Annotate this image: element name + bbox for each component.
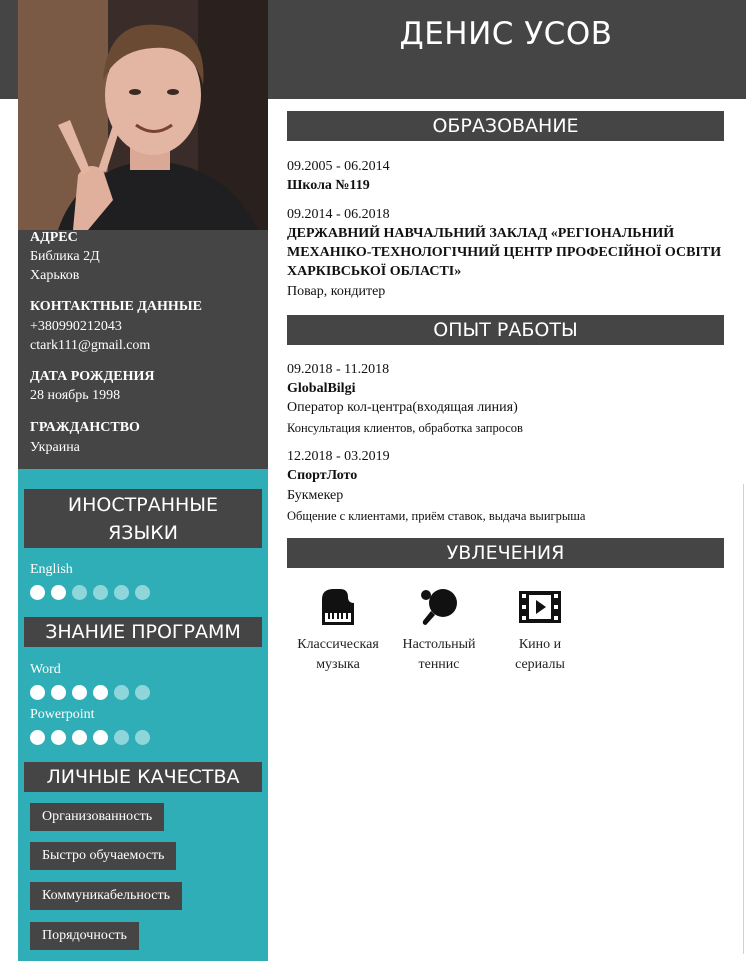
quality-tag: Коммуникабельность <box>30 882 182 910</box>
job-position: Букмекер <box>287 488 344 503</box>
hobby-label-line: теннис <box>418 657 460 672</box>
education-school-line: ХАРКІВСЬКОЇ ОБЛАСТІ» <box>287 264 462 279</box>
film-icon <box>517 585 563 629</box>
education-period: 09.2005 - 06.2014 <box>287 159 390 174</box>
job-period: 12.2018 - 03.2019 <box>287 449 390 464</box>
profile-photo <box>18 0 268 230</box>
languages-title-line2: ЯЗЫКИ <box>108 522 178 544</box>
skills-panel <box>18 469 268 961</box>
rating-dot-empty <box>114 685 129 700</box>
software-level-dots-word <box>30 685 150 700</box>
rating-dot-filled <box>51 685 66 700</box>
ping-pong-icon <box>417 585 461 629</box>
software-name-powerpoint: Powerpoint <box>30 707 95 722</box>
rating-dot-empty <box>72 585 87 600</box>
quality-tag: Быстро обучаемость <box>30 842 176 870</box>
rating-dot-filled <box>93 685 108 700</box>
address-label: АДРЕС <box>30 230 78 245</box>
hobby-label-line: Кино и <box>518 637 562 652</box>
rating-dot-empty <box>135 730 150 745</box>
language-level-dots <box>30 585 150 600</box>
software-level-dots-powerpoint <box>30 730 150 745</box>
rating-dot-filled <box>93 730 108 745</box>
rating-dot-filled <box>30 585 45 600</box>
person-portrait-icon <box>18 0 268 230</box>
hobby-label-line: музыка <box>316 657 360 672</box>
email-address: ctark111@gmail.com <box>30 338 151 353</box>
address-line: Библика 2Д <box>30 249 100 264</box>
software-name-word: Word <box>30 662 61 677</box>
job-company: GlobalBilgi <box>287 381 356 396</box>
hobbies-title: УВЛЕЧЕНИЯ <box>287 538 724 568</box>
rating-dot-empty <box>135 585 150 600</box>
birth-date-label: ДАТА РОЖДЕНИЯ <box>30 369 155 384</box>
experience-title: ОПЫТ РАБОТЫ <box>287 315 724 345</box>
hobby-item <box>291 585 385 675</box>
quality-tag: Организованность <box>30 803 164 831</box>
hobby-item <box>392 585 486 675</box>
hobby-label-line: Классическая <box>297 637 379 652</box>
education-title: ОБРАЗОВАНИЕ <box>287 111 724 141</box>
rating-dot-empty <box>114 730 129 745</box>
education-period: 09.2014 - 06.2018 <box>287 207 390 222</box>
job-duties: Общение с клиентами, приём ставок, выдача выигрыша <box>287 509 586 523</box>
hobby-label-line: Настольный <box>402 637 476 652</box>
education-school-line: ДЕРЖАВНИЙ НАВЧАЛЬНИЙ ЗАКЛАД «РЕГІОНАЛЬНИЙ <box>287 226 675 241</box>
language-name: English <box>30 562 73 577</box>
hobby-label-line: сериалы <box>515 657 565 672</box>
job-period: 09.2018 - 11.2018 <box>287 362 390 377</box>
job-duties: Консультация клиентов, обработка запросов <box>287 421 523 435</box>
phone-number: +380990212043 <box>30 319 122 334</box>
rating-dot-filled <box>30 730 45 745</box>
quality-tag: Порядочность <box>30 922 139 950</box>
rating-dot-filled <box>72 685 87 700</box>
languages-title-line1: ИНОСТРАННЫЕ <box>67 494 219 516</box>
rating-dot-filled <box>30 685 45 700</box>
contacts-label: КОНТАКТНЫЕ ДАННЫЕ <box>30 299 202 314</box>
qualities-title: ЛИЧНЫЕ КАЧЕСТВА <box>24 762 262 792</box>
software-title: ЗНАНИЕ ПРОГРАММ <box>24 617 262 647</box>
page-edge-divider <box>743 484 744 954</box>
rating-dot-empty <box>135 685 150 700</box>
job-company: СпортЛото <box>287 468 358 483</box>
contact-panel <box>18 230 268 469</box>
education-school: Школа №119 <box>287 178 370 193</box>
birth-date: 28 ноябрь 1998 <box>30 388 121 403</box>
rating-dot-filled <box>51 730 66 745</box>
job-position: Оператор кол-центра(входящая линия) <box>287 400 518 415</box>
rating-dot-empty <box>114 585 129 600</box>
citizenship-value: Украина <box>30 440 80 455</box>
education-specialty: Повар, кондитер <box>287 284 386 299</box>
rating-dot-filled <box>72 730 87 745</box>
hobby-item <box>493 585 587 675</box>
languages-title <box>24 489 262 548</box>
person-name: ДЕНИС УСОВ <box>399 16 613 52</box>
education-school-line: МЕХАНІКО-ТЕХНОЛОГІЧНИЙ ЦЕНТР ПРОФЕСІЙНОЇ ОСВІТИ <box>287 245 722 260</box>
citizenship-label: ГРАЖДАНСТВО <box>30 420 140 435</box>
rating-dot-empty <box>93 585 108 600</box>
city-line: Харьков <box>30 268 80 283</box>
rating-dot-filled <box>51 585 66 600</box>
piano-icon <box>316 585 360 629</box>
